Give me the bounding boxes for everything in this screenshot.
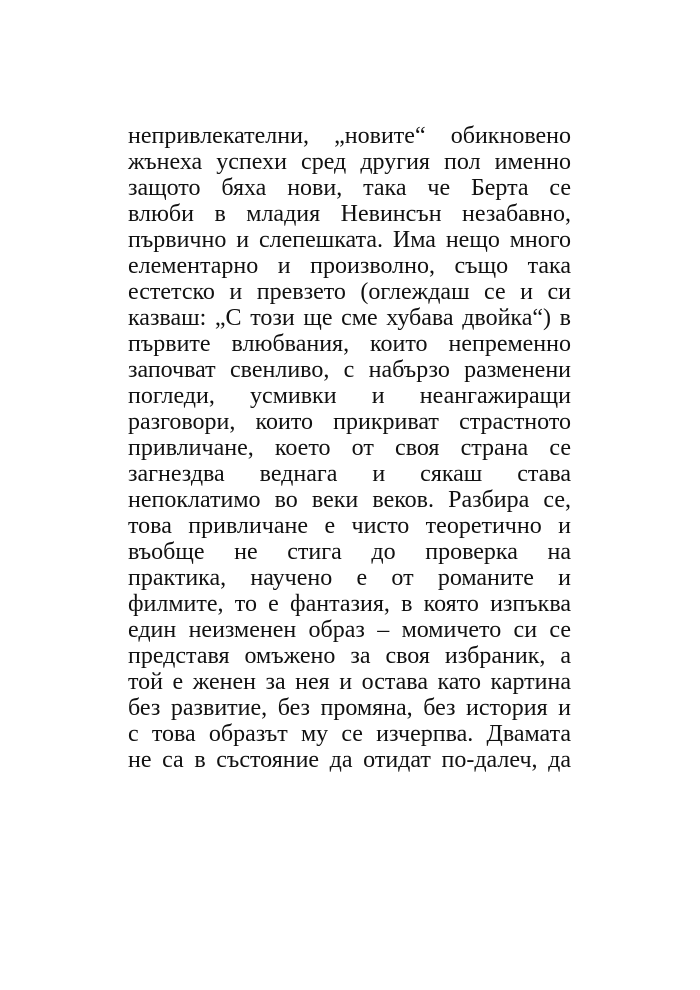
text-line: първите влюбвания, които непременно [128,331,571,357]
text-line: естетско и превзето (оглеждаш се и си [128,279,571,305]
text-line: разговори, които прикриват страстното [128,409,571,435]
text-line: погледи, усмивки и неангажиращи [128,383,571,409]
text-line: с това образът му се изчерпва. Двамата [128,721,571,747]
text-line: без развитие, без промяна, без история и [128,695,571,721]
text-line: това привличане е чисто теоретично и [128,513,571,539]
text-line: привличане, което от своя страна се [128,435,571,461]
text-line: започват свенливо, с набързо разменени [128,357,571,383]
text-line: казваш: „С този ще сме хубава двойка“) в [128,305,571,331]
body-text [128,123,571,773]
text-line: представя омъжено за своя избраник, а [128,643,571,669]
text-line: непоклатимо во веки веков. Разбира се, [128,487,571,513]
text-line: непривлекателни, „новите“ обикновено [128,123,571,149]
text-line: един неизменен образ – момичето си се [128,617,571,643]
text-line: той е женен за нея и остава като картина [128,669,571,695]
text-line: първично и слепешката. Има нещо много [128,227,571,253]
text-line: въобще не стига до проверка на [128,539,571,565]
text-line: влюби в младия Невинсън незабавно, [128,201,571,227]
text-line: практика, научено е от романите и [128,565,571,591]
text-line: защото бяха нови, така че Берта се [128,175,571,201]
text-line: елементарно и произволно, също така [128,253,571,279]
text-line: загнездва веднага и сякаш става [128,461,571,487]
text-line: не са в състояние да отидат по-далеч, да [128,747,571,773]
text-line: филмите, то е фантазия, в която изпъква [128,591,571,617]
text-line: жънеха успехи сред другия пол именно [128,149,571,175]
